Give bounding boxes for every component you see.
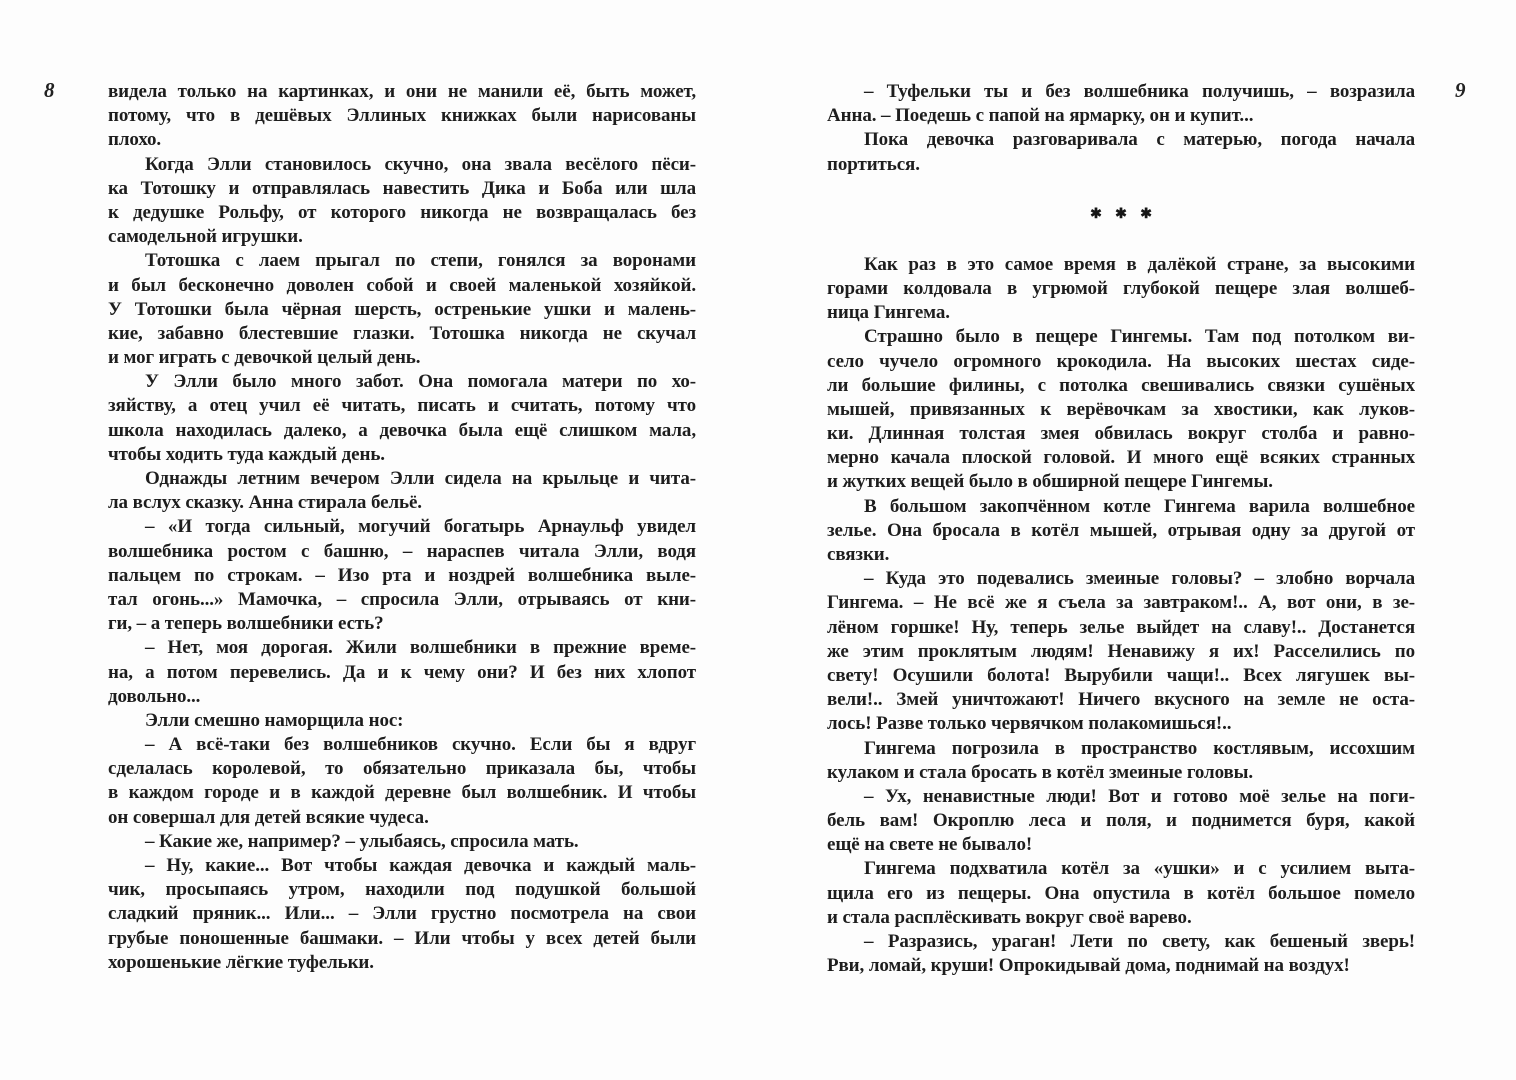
- page-left-text-column: [108, 80, 696, 975]
- text-line: ница Гингема.: [827, 302, 950, 324]
- paragraph: [108, 636, 696, 709]
- text-line: грубые поношенные башмаки. – Или чтобы у всех детей были: [108, 927, 696, 949]
- text-line: – Ух, ненавистные люди! Вот и готово моё зелье на поги-: [864, 785, 1415, 807]
- text-line: село чучело огромного крокодила. На высоких шестах сиде-: [827, 350, 1415, 372]
- paragraph: [108, 733, 696, 830]
- text-line: хорошенькие лёгкие туфельки.: [108, 951, 374, 973]
- text-line: связки.: [827, 544, 890, 565]
- paragraph: [827, 253, 1415, 326]
- text-line: Гингема. – Не всё же я съела за завтраком!.. А, вот они, в зе-: [827, 592, 1415, 614]
- text-line: ещё на свете не бывало!: [827, 834, 1033, 856]
- page-number-right: 9: [1455, 78, 1466, 102]
- text-line: – Туфельки ты и без волшебника получишь, – возразила: [864, 81, 1415, 102]
- text-line: Гингема погрозила в пространство костлявым, иссохшим: [864, 737, 1415, 759]
- paragraph: [108, 153, 696, 250]
- text-line: Когда Элли становилось скучно, она звала весёлого пёси-: [145, 153, 696, 175]
- text-line: ги, – а теперь волшебники есть?: [108, 613, 384, 635]
- text-line: вели!.. Змей уничтожают! Ничего вкусного на земле не оста-: [827, 689, 1415, 711]
- text-line: портиться.: [827, 153, 920, 175]
- text-line: В большом закопчённом котле Гингема варила волшебное: [864, 495, 1415, 517]
- paragraph: [827, 495, 1415, 568]
- text-line: – Разразись, ураган! Лети по свету, как бешеный зверь!: [864, 931, 1415, 952]
- text-line: – Ну, какие... Вот чтобы каждая девочка и каждый маль-: [145, 855, 696, 876]
- text-line: волшебника ростом с башню, – нараспев читала Элли, водя: [108, 540, 696, 562]
- text-line: Анна. – Поедешь с папой на ярмарку, он и купит...: [827, 105, 1254, 127]
- text-line: – Куда это подевались змеиные головы? – злобно ворчала: [864, 568, 1415, 590]
- text-line: мышей, привязанных к верёвочкам за хвостики, как луков-: [827, 398, 1415, 420]
- text-line: видела только на картинках, и они не манили её, быть может,: [108, 81, 696, 102]
- paragraph: [827, 567, 1415, 736]
- text-line: Гингема подхватила котёл за «ушки» и с усилием выта-: [864, 858, 1415, 880]
- paragraph: [827, 930, 1415, 978]
- paragraph: [108, 249, 696, 370]
- text-line: Страшно было в пещере Гингемы. Там под потолком ви-: [864, 326, 1415, 348]
- text-line: пальцем по строкам. – Изо рта и ноздрей волшебника выле-: [108, 564, 696, 586]
- text-line: У Элли было много забот. Она помогала матери по хо-: [145, 371, 696, 393]
- paragraph: [108, 830, 696, 854]
- section-separator-ornament: ✱ ✱ ✱: [1090, 206, 1152, 222]
- text-line: ла вслух сказку. Анна стирала бельё.: [108, 492, 422, 514]
- text-line: Тотошка с лаем прыгал по степи, гонялся за воронами: [145, 250, 696, 272]
- text-line: самодельной игрушки.: [108, 226, 303, 248]
- text-line: Рви, ломай, круши! Опрокидывай дома, поднимай на воздух!: [827, 955, 1350, 977]
- text-line: же этим проклятым людям! Ненавижу я их! Расселились по: [827, 640, 1415, 662]
- paragraph: [108, 515, 696, 636]
- text-line: кие, забавно блестевшие глазки. Тотошка никогда не скучал: [108, 322, 696, 344]
- text-line: ка Тотошку и отправлялась навестить Дика и Боба или шла: [108, 177, 696, 199]
- text-line: мерно качала плоской головой. И много ещё всяких странных: [827, 447, 1415, 469]
- text-line: – А всё-таки без волшебников скучно. Если бы я вдруг: [145, 734, 696, 756]
- text-line: щила его из пещеры. Она опустила в котёл большое помело: [827, 882, 1415, 904]
- text-line: Как раз в это самое время в далёкой стране, за высокими: [864, 253, 1415, 275]
- paragraph: [827, 737, 1415, 785]
- text-line: Однажды летним вечером Элли сидела на крыльце и чита-: [145, 468, 696, 489]
- text-line: бель вам! Окроплю леса и поля, и поднимется буря, какой: [827, 810, 1415, 832]
- text-line: лось! Разве только червячком полакомишься!..: [827, 713, 1232, 735]
- text-line: плохо.: [108, 129, 162, 151]
- text-line: тал огонь...» Мамочка, – спросила Элли, отрываясь от кни-: [108, 588, 696, 610]
- text-line: Пока девочка разговаривала с матерью, погода начала: [864, 129, 1415, 151]
- text-line: и жутких вещей было в обширной пещере Гингемы.: [827, 471, 1273, 493]
- text-line: свету! Осушили болота! Вырубили чащи!.. Всех лягушек вы-: [827, 664, 1415, 686]
- text-line: к дедушке Рольфу, от которого никогда не возвращалась без: [108, 201, 696, 223]
- text-line: ки. Длинная толстая змея обвилась вокруг столба и равно-: [827, 423, 1415, 445]
- text-line: зяйству, а отец учил её читать, писать и считать, потому что: [108, 395, 696, 417]
- text-line: школа находилась далеко, а девочка была ещё слишком мала,: [108, 419, 696, 441]
- paragraph: [108, 467, 696, 515]
- paragraph: [827, 325, 1415, 494]
- text-line: и был бесконечно доволен собой и своей маленькой хозяйкой.: [108, 274, 696, 296]
- text-line: сделалась королевой, то обязательно приказала бы, чтобы: [108, 758, 696, 780]
- paragraph: [827, 128, 1415, 176]
- page-number-left: 8: [44, 78, 55, 102]
- text-line: – Нет, моя дорогая. Жили волшебники в прежние време-: [145, 637, 696, 659]
- page-right-text-column: [827, 80, 1415, 978]
- text-line: зелье. Она бросала в котёл мышей, отрывая одну за другой от: [827, 519, 1415, 541]
- text-line: Элли смешно наморщила нос:: [145, 709, 404, 731]
- text-line: чтобы ходить туда каждый день.: [108, 443, 385, 465]
- text-line: – «И тогда сильный, могучий богатырь Арнаульф увидел: [145, 516, 696, 538]
- text-line: сладкий пряник... Или... – Элли грустно посмотрела на свои: [108, 903, 696, 925]
- text-line: лёном горшке! Ну, теперь зелье выйдет на славу!.. Достанется: [827, 616, 1415, 638]
- text-line: – Какие же, например? – улыбаясь, спросила мать.: [145, 830, 579, 852]
- text-line: ли большие филины, с потолка свешивались связки сушёных: [827, 374, 1415, 396]
- text-line: кулаком и стала бросать в котёл змеиные головы.: [827, 761, 1254, 783]
- text-line: он совершал для детей всякие чудеса.: [108, 806, 429, 828]
- text-line: в каждом городе и в каждой деревне был волшебник. И чтобы: [108, 782, 696, 804]
- paragraph: [108, 370, 696, 467]
- text-line: потому, что в дешёвых Эллиных книжках были нарисованы: [108, 105, 696, 127]
- text-line: и мог играть с девочкой целый день.: [108, 347, 421, 369]
- paragraph: [108, 709, 696, 733]
- text-line: на, а потом перевелись. Да и к чему они? И без них хлопот: [108, 661, 696, 683]
- text-line: чик, просыпаясь утром, находили под подушкой большой: [108, 879, 696, 901]
- paragraph: [827, 857, 1415, 930]
- paragraph: [108, 80, 696, 153]
- paragraph: [108, 854, 696, 975]
- text-line: довольно...: [108, 685, 201, 707]
- paragraph: [827, 785, 1415, 858]
- text-line: У Тотошки была чёрная шерсть, остренькие ушки и малень-: [108, 298, 696, 320]
- text-line: горами колдовала в угрюмой глубокой пещере злая волшеб-: [827, 277, 1415, 299]
- paragraph: [827, 80, 1415, 128]
- text-line: и стала расплёскивать вокруг своё варево.: [827, 906, 1192, 928]
